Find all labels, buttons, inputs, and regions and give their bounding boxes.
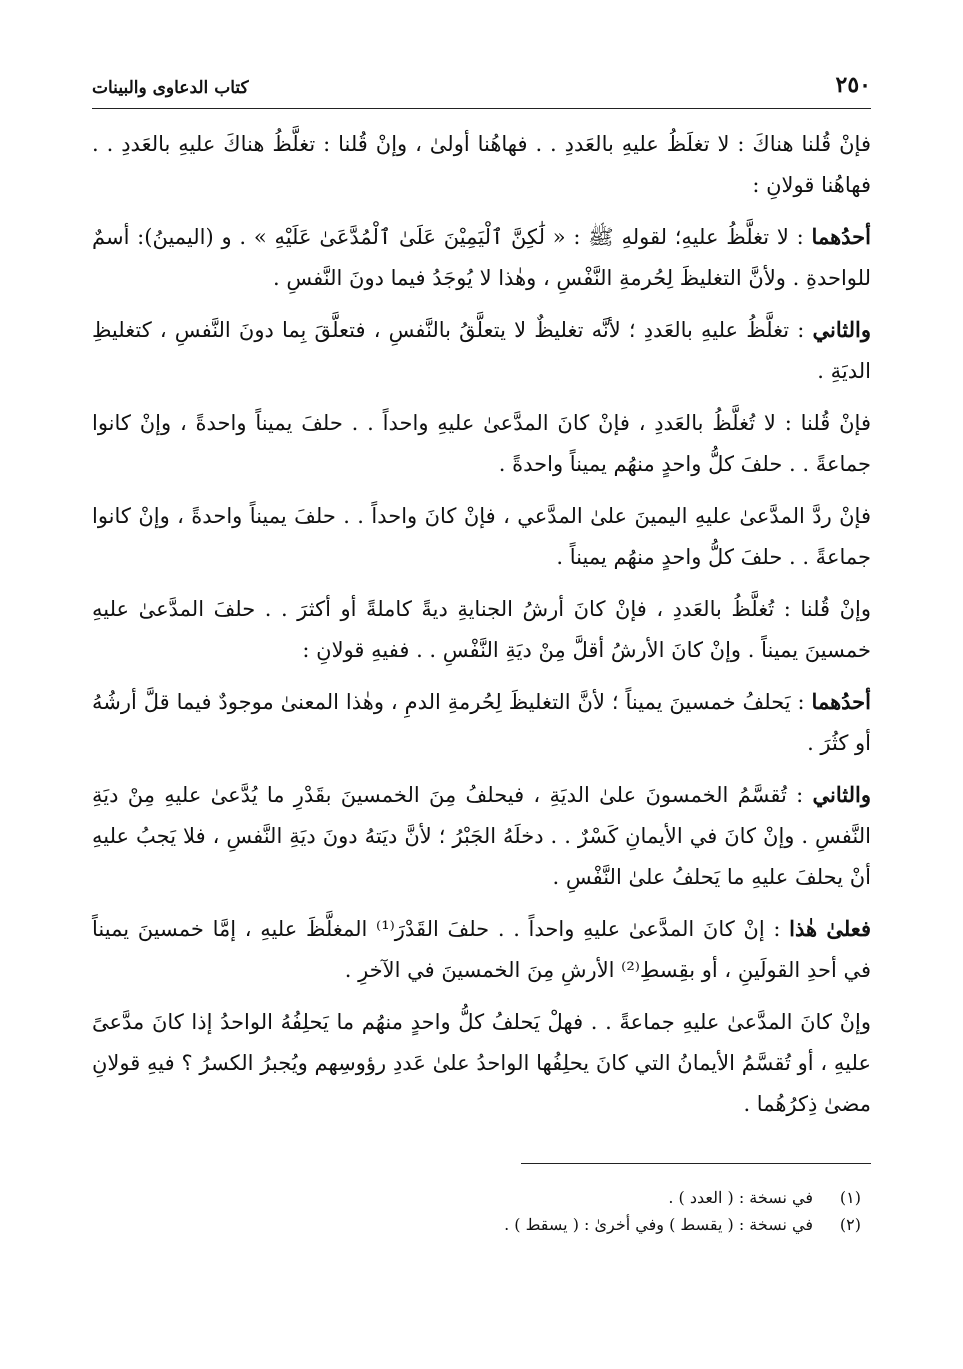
paragraph-text: : تُقسَّمُ الخمسونَ علىٰ الديَةِ ، فيحلفُ مِنَ الخمسينَ بقَدْرِ ما يُدَّعىٰ عليهِ مِنْ ديَةِ النَّفسِ . وإنْ كانَ في الأيمانِ كَسْرٌ . . دخلَهُ الجَبْرُ ؛ لأنَّ ديَتهُ دونَ ديَةِ النَّفسِ ، فلا يَجبُ عليهِ أنْ يحلفَ عليهِ ما يَحلفُ علىٰ النَّفْسِ . xyxy=(92,783,871,889)
footnote-text: في نسخة : ( العدد ) . xyxy=(668,1188,813,1207)
footnote-number: (١) xyxy=(839,1188,861,1207)
paragraph-text: : إنْ كانَ المدَّعىٰ عليهِ واحداً . . حلفَ القَدْرَ⁽¹⁾ المغلَّظَ عليهِ ، إمَّا خمسينَ يميناً في أحدِ القولَينِ ، أو بقِسطِ⁽²⁾ الأرشِ مِنَ الخمسينَ في الآخرِ . xyxy=(92,917,871,982)
paragraph xyxy=(92,309,871,392)
paragraph-text: : لا تغلَّظُ عليهِ؛ لقولهِ ﷺ : « لَٰكِنَّ ٱلْيَمِيْنَ عَلَىٰ ٱلْمُدَّعَىٰ عَلَيْهِ » . و (اليمينُ): أسمٌ للواحدةِ . ولأنَّ التغليظَ لِحُرمةِ النَّفْسِ ، وهٰذا لا يُوجَدُ فيما دونَ النَّفسِ . xyxy=(92,225,871,290)
footnote xyxy=(92,1211,871,1238)
paragraph xyxy=(92,1001,871,1125)
paragraph-text: فإنْ قُلنا : لا تُغلَّظُ بالعَددِ ، فإنْ كانَ المدَّعىٰ عليهِ واحداً . . حلفَ يميناً واحدةً ، وإنْ كانوا جماعةً . . حلفَ كلُّ واحدٍ منهُم يميناً واحدةً . xyxy=(92,411,871,476)
paragraph xyxy=(92,681,871,764)
paragraph-lead: أحدُهما xyxy=(811,689,871,714)
paragraph-text: وإنْ قُلنا : تُغلَّظُ بالعَددِ ، فإنْ كانَ أرشُ الجنايةِ ديةً كاملةً أو أكثرَ . . حلفَ المدَّعىٰ عليهِ خمسينَ يميناً . وإنْ كانَ الأرشُ أقلَّ مِنْ ديَةِ النَّفْسِ . . ففيهِ قولانِ : xyxy=(92,597,871,662)
paragraph xyxy=(92,216,871,299)
paragraph-text: وإنْ كانَ المدَّعىٰ عليهِ جماعةً . . فهلْ يَحلفُ كلُّ واحدٍ منهُم ما يَحلِفُهُ الواحدُ إذا كانَ مدَّعىً عليهِ ، أو تُقسَّمُ الأيمانُ التي كانَ يحلِفُها الواحدُ علىٰ عَددِ رؤوسِهم ويُجبرُ الكسرُ ؟ فيهِ قولانِ مضىٰ ذِكرُهُما . xyxy=(92,1010,871,1116)
paragraph-lead: والثاني xyxy=(812,782,871,807)
paragraph xyxy=(92,123,871,206)
book-title: كتاب الدعاوى والبينات xyxy=(92,78,249,98)
footnote xyxy=(92,1184,871,1211)
paragraph-text: : يَحلفُ خمسينَ يميناً ؛ لأنَّ التغليظَ لِحُرمةِ الدمِ ، وهٰذا المعنىٰ موجودٌ فيما قلَّ أرشُهُ أو كثُرَ . xyxy=(92,690,871,755)
paragraph-lead: فعلىٰ هٰذا xyxy=(789,916,871,941)
footnote-number: (٢) xyxy=(839,1215,861,1234)
footnotes xyxy=(92,1184,871,1238)
paragraph-lead: أحدُهما xyxy=(811,224,871,249)
paragraph-lead: والثاني xyxy=(812,317,871,342)
page-header xyxy=(92,72,871,109)
paragraph-text: : تغلَّظُ عليهِ بالعَددِ ؛ لأنَّه تغليظٌ لا يتعلَّقُ بالنَّفسِ ، فتعلَّقَ بِما دونَ النَّفسِ ، كتغليظِ الديَةِ . xyxy=(92,318,871,383)
paragraph xyxy=(92,588,871,671)
footnote-text: في نسخة : ( يقسط ) وفي أخرىٰ : ( يسقط ) . xyxy=(504,1215,813,1234)
paragraph xyxy=(92,495,871,578)
paragraph-text: فإنْ ردَّ المدَّعىٰ عليهِ اليمينَ علىٰ المدَّعي ، فإنْ كانَ واحداً . . حلفَ يميناً واحدةً ، وإنْ كانوا جماعةً . . حلفَ كلُّ واحدٍ منهُم يميناً . xyxy=(92,504,871,569)
paragraph xyxy=(92,774,871,898)
main-text xyxy=(92,123,871,1125)
paragraph-text: فإنْ قُلنا هناكَ : لا تغلَظُ عليهِ بالعَددِ . . فهاهُنا أولىٰ ، وإنْ قُلنا : تغلَّظُ هناكَ عليهِ بالعَددِ . . فهاهُنا قولانِ : xyxy=(92,132,871,197)
paragraph xyxy=(92,908,871,991)
footnote-divider xyxy=(521,1163,871,1164)
paragraph xyxy=(92,402,871,485)
page-number: ٢٥٠ xyxy=(835,72,871,98)
